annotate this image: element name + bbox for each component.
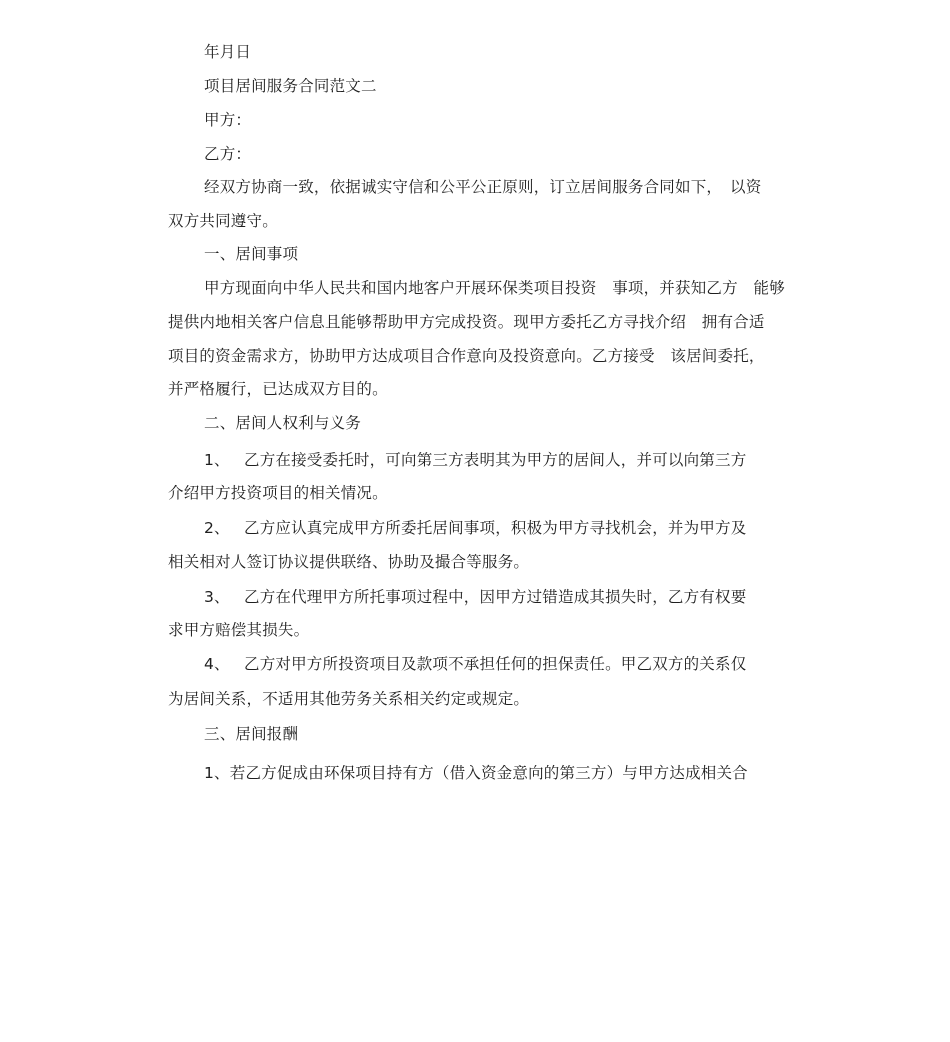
section1-line-3: 项目的资金需求方，协助甲方达成项目合作意向及投资意向。乙方接受 该居间委托， [168,347,765,365]
item-3-line-2: 求甲方赔偿其损失。 [168,621,310,639]
party-b-label: 乙方： [204,145,252,163]
item-2-number: 2、 [204,519,230,537]
section1-line-1: 甲方现面向中华人民共和国内地客户开展环保类项目投资 事项，并获知乙方 能够 [204,279,785,297]
item-3-line-1: 乙方在代理甲方所托事项过程中，因甲方过错造成其损失时，乙方有权要 [244,588,747,606]
item-4-line-1: 乙方对甲方所投资项目及款项不承担任何的担保责任。甲乙双方的关系仅 [244,655,747,673]
section1-heading: 一、居间事项 [204,245,299,263]
item-4-number: 4、 [204,655,230,673]
intro-line-1: 经双方协商一致，依据诚实守信和公平公正原则，订立居间服务合同如下， 以资 [204,178,762,196]
section3-line-1: 1、若乙方促成由环保项目持有方（借入资金意向的第三方）与甲方达成相关合 [204,764,748,782]
item-3-number: 3、 [204,588,230,606]
item-2-line-1: 乙方应认真完成甲方所委托居间事项，积极为甲方寻找机会，并为甲方及 [244,519,747,537]
section2-heading: 二、居间人权利与义务 [204,414,362,432]
date-line: 年月日 [204,43,252,61]
section3-heading: 三、居间报酬 [204,725,299,743]
item-4-line-2: 为居间关系，不适用其他劳务关系相关约定或规定。 [168,690,530,708]
section1-line-2: 提供内地相关客户信息且能够帮助甲方完成投资。现甲方委托乙方寻找介绍 拥有合适 [168,313,765,331]
item-1-line-1: 乙方在接受委托时，可向第三方表明其为甲方的居间人，并可以向第三方 [244,451,747,469]
item-2-line-2: 相关相对人签订协议提供联络、协助及撮合等服务。 [168,553,530,571]
intro-line-2: 双方共同遵守。 [168,212,278,230]
document-title: 项目居间服务合同范文二 [204,77,377,95]
section1-line-4: 并严格履行，已达成双方目的。 [168,380,388,398]
item-1-number: 1、 [204,451,230,469]
item-1-line-2: 介绍甲方投资项目的相关情况。 [168,484,388,502]
party-a-label: 甲方： [204,111,252,129]
